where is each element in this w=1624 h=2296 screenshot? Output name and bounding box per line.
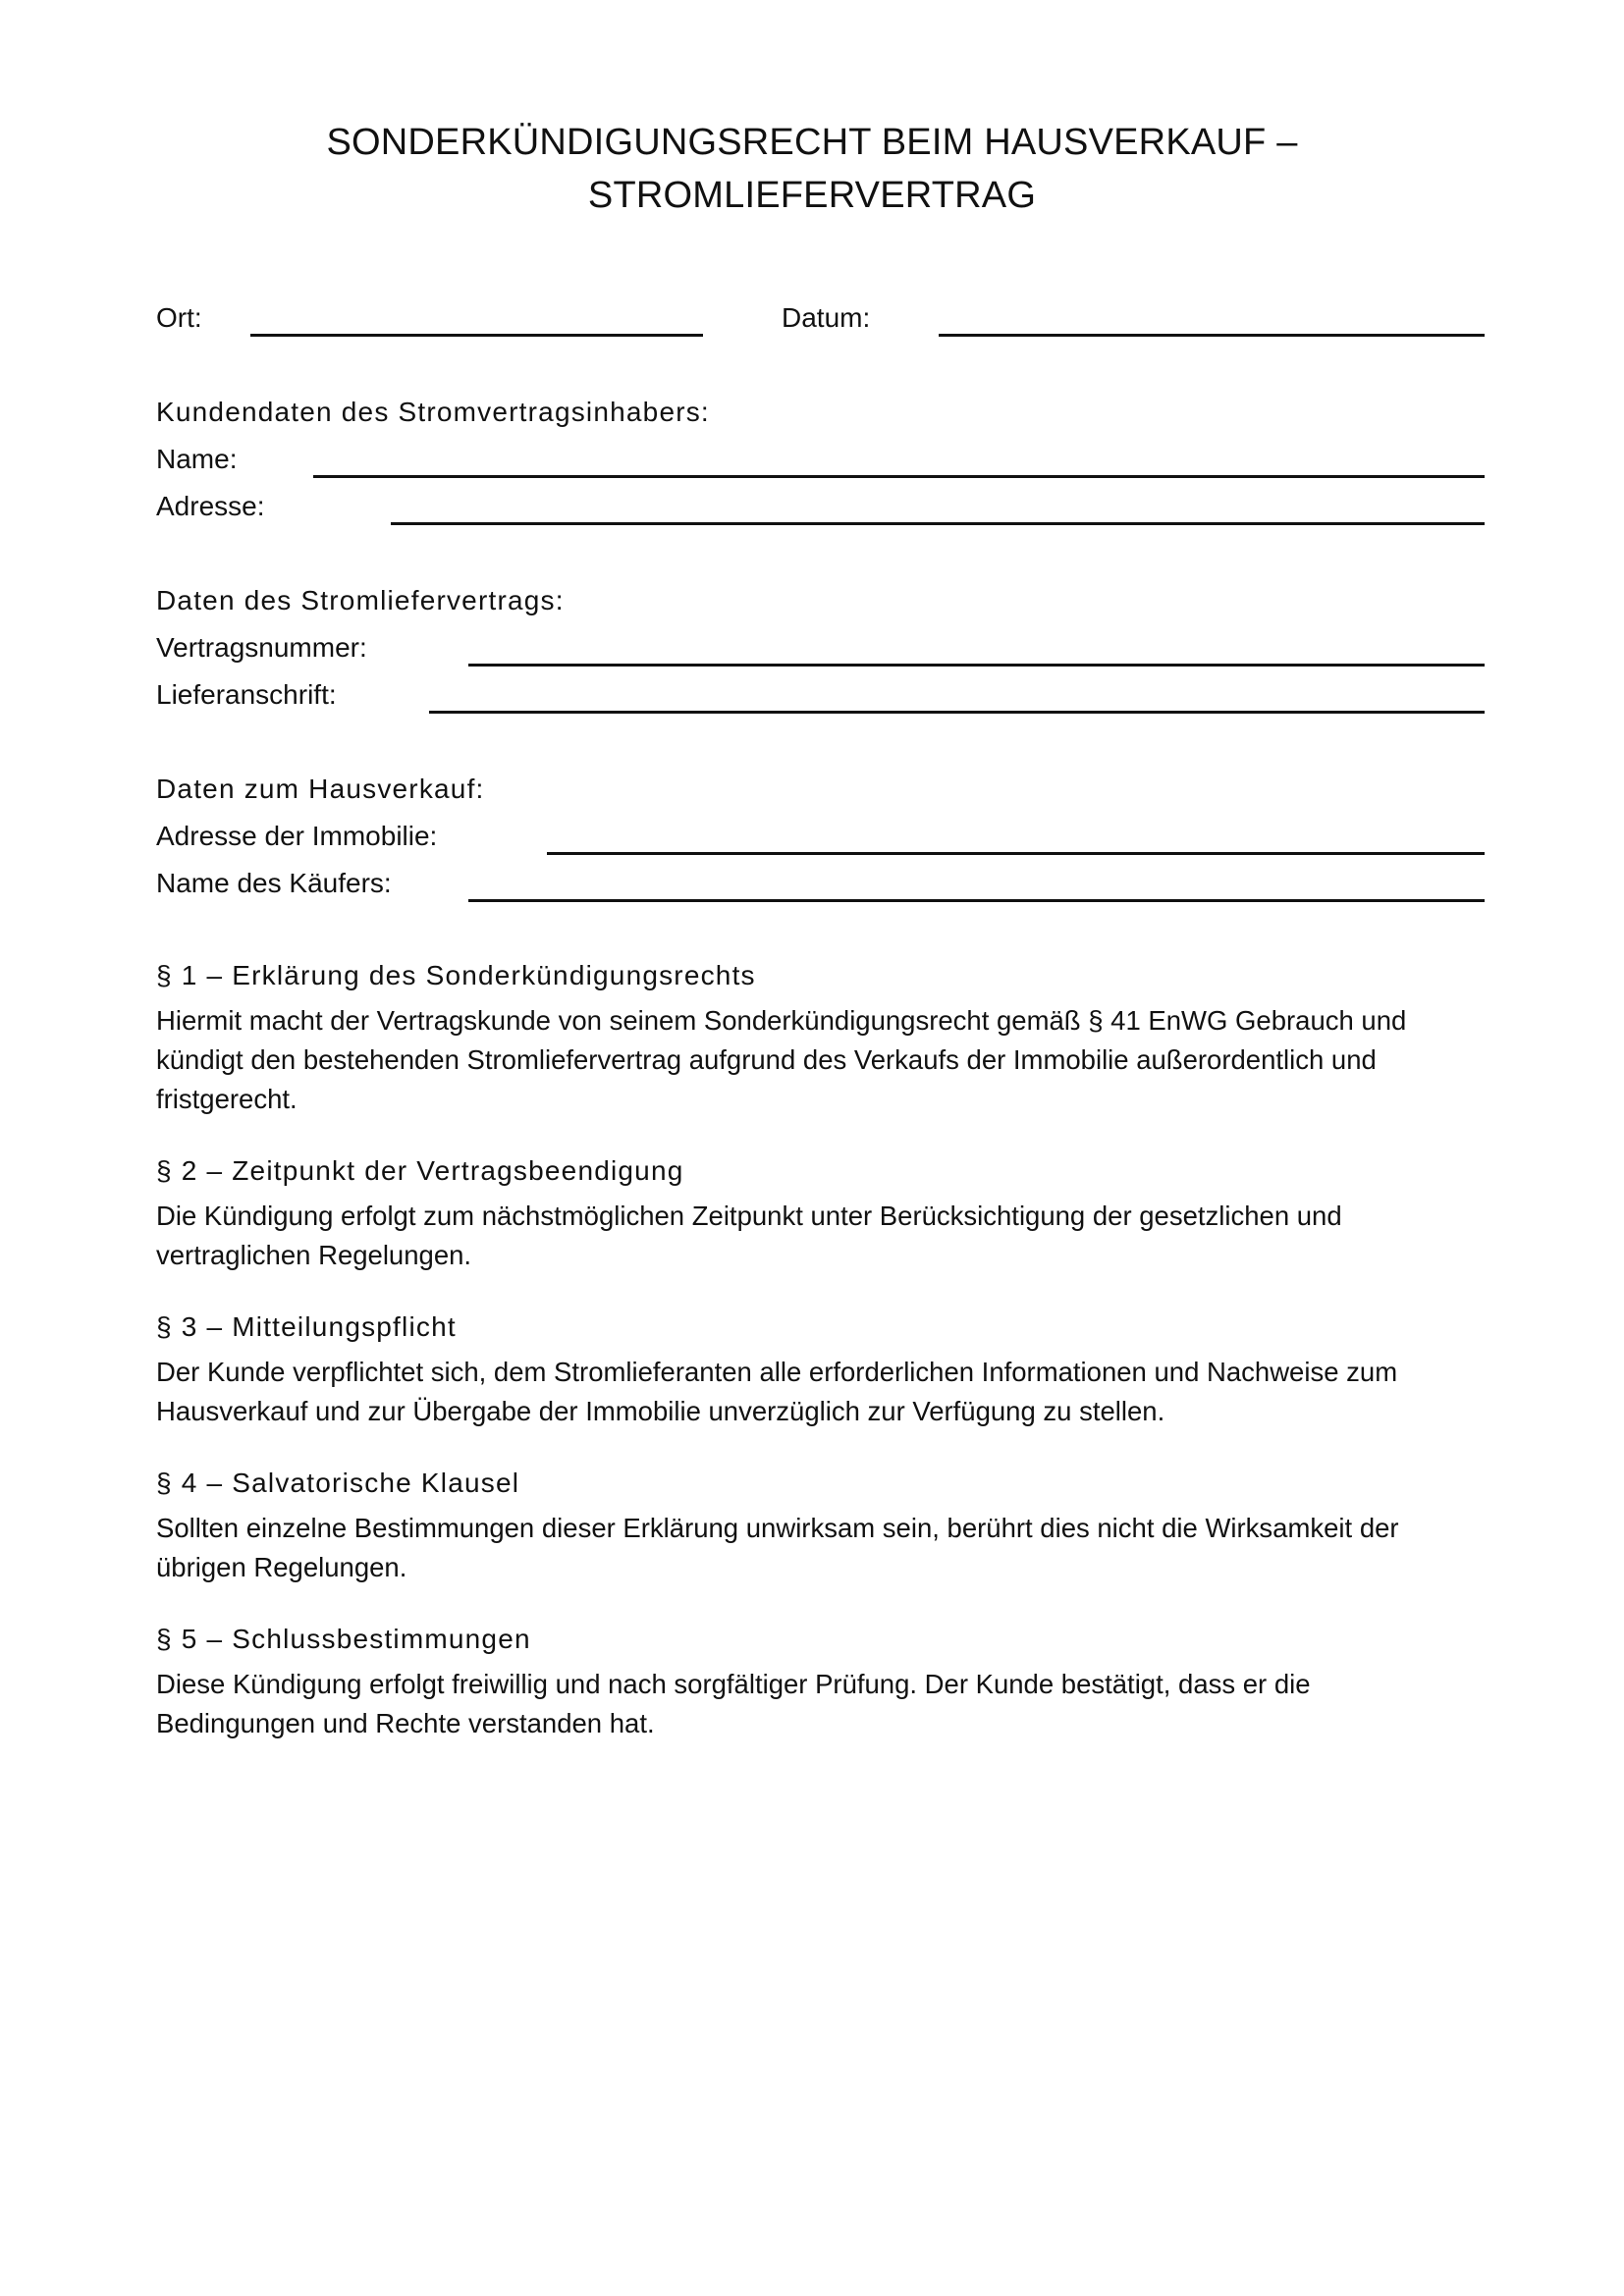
section-5-heading: § 5 – Schlussbestimmungen xyxy=(156,1624,531,1654)
datum-field-line[interactable] xyxy=(939,334,1485,337)
lieferanschrift-label: Lieferanschrift: xyxy=(156,679,337,710)
document-title-line-2: STROMLIEFERVERTRAG xyxy=(587,175,1037,216)
name-label: Name: xyxy=(156,444,238,474)
ort-label: Ort: xyxy=(156,302,202,333)
section-5-line-1: Diese Kündigung erfolgt freiwillig und nach sorgfältiger Prüfung. Der Kunde bestätigt, dass er die xyxy=(156,1669,1311,1699)
section-2-line-1: Die Kündigung erfolgt zum nächstmöglichen Zeitpunkt unter Berücksichtigung der gesetzlichen und xyxy=(156,1201,1342,1231)
immobilie-adresse-label: Adresse der Immobilie: xyxy=(156,821,438,851)
vertragsdaten-heading: Daten des Stromliefervertrags: xyxy=(156,585,565,615)
section-3-line-1: Der Kunde verpflichtet sich, dem Stromlieferanten alle erforderlichen Informationen und Nachweise zum xyxy=(156,1357,1398,1387)
adresse-field-line[interactable] xyxy=(391,522,1485,525)
adresse-label: Adresse: xyxy=(156,491,265,521)
section-1-line-2: kündigt den bestehenden Stromliefervertrag aufgrund des Verkaufs der Immobilie außerordentlich und xyxy=(156,1044,1377,1075)
section-3-text xyxy=(156,1353,1491,1431)
section-4-line-1: Sollten einzelne Bestimmungen dieser Erklärung unwirksam sein, berührt dies nicht die Wirksamkeit der xyxy=(156,1513,1399,1543)
section-3-line-2: Hausverkauf und zur Übergabe der Immobilie unverzüglich zur Verfügung zu stellen. xyxy=(156,1396,1165,1426)
section-1-text xyxy=(156,1001,1491,1119)
section-3-heading: § 3 – Mitteilungspflicht xyxy=(156,1311,457,1342)
kaeufer-name-field-line[interactable] xyxy=(468,899,1485,902)
document-title-line-1: SONDERKÜNDIGUNGSRECHT BEIM HAUSVERKAUF – xyxy=(326,122,1298,163)
section-1-line-3: fristgerecht. xyxy=(156,1084,298,1114)
section-1-line-1: Hiermit macht der Vertragskunde von seinem Sonderkündigungsrecht gemäß § 41 EnWG Gebrauch und xyxy=(156,1005,1407,1036)
hausverkauf-heading: Daten zum Hausverkauf: xyxy=(156,774,485,804)
lieferanschrift-field-line[interactable] xyxy=(429,711,1485,714)
vertragsnummer-label: Vertragsnummer: xyxy=(156,632,367,663)
section-2-line-2: vertraglichen Regelungen. xyxy=(156,1240,472,1270)
datum-label: Datum: xyxy=(782,302,871,333)
section-2-heading: § 2 – Zeitpunkt der Vertragsbeendigung xyxy=(156,1155,684,1186)
ort-field-line[interactable] xyxy=(250,334,703,337)
kaeufer-name-label: Name des Käufers: xyxy=(156,868,392,898)
vertragsnummer-field-line[interactable] xyxy=(468,664,1485,667)
section-4-line-2: übrigen Regelungen. xyxy=(156,1552,407,1582)
section-4-heading: § 4 – Salvatorische Klausel xyxy=(156,1468,520,1498)
section-5-text xyxy=(156,1665,1491,1743)
section-2-text xyxy=(156,1197,1491,1275)
section-1-heading: § 1 – Erklärung des Sonderkündigungsrechts xyxy=(156,960,756,990)
section-5-line-2: Bedingungen und Rechte verstanden hat. xyxy=(156,1708,655,1738)
name-field-line[interactable] xyxy=(313,475,1485,478)
section-4-text xyxy=(156,1509,1491,1587)
immobilie-adresse-field-line[interactable] xyxy=(547,852,1485,855)
kundendaten-heading: Kundendaten des Stromvertragsinhabers: xyxy=(156,397,710,427)
